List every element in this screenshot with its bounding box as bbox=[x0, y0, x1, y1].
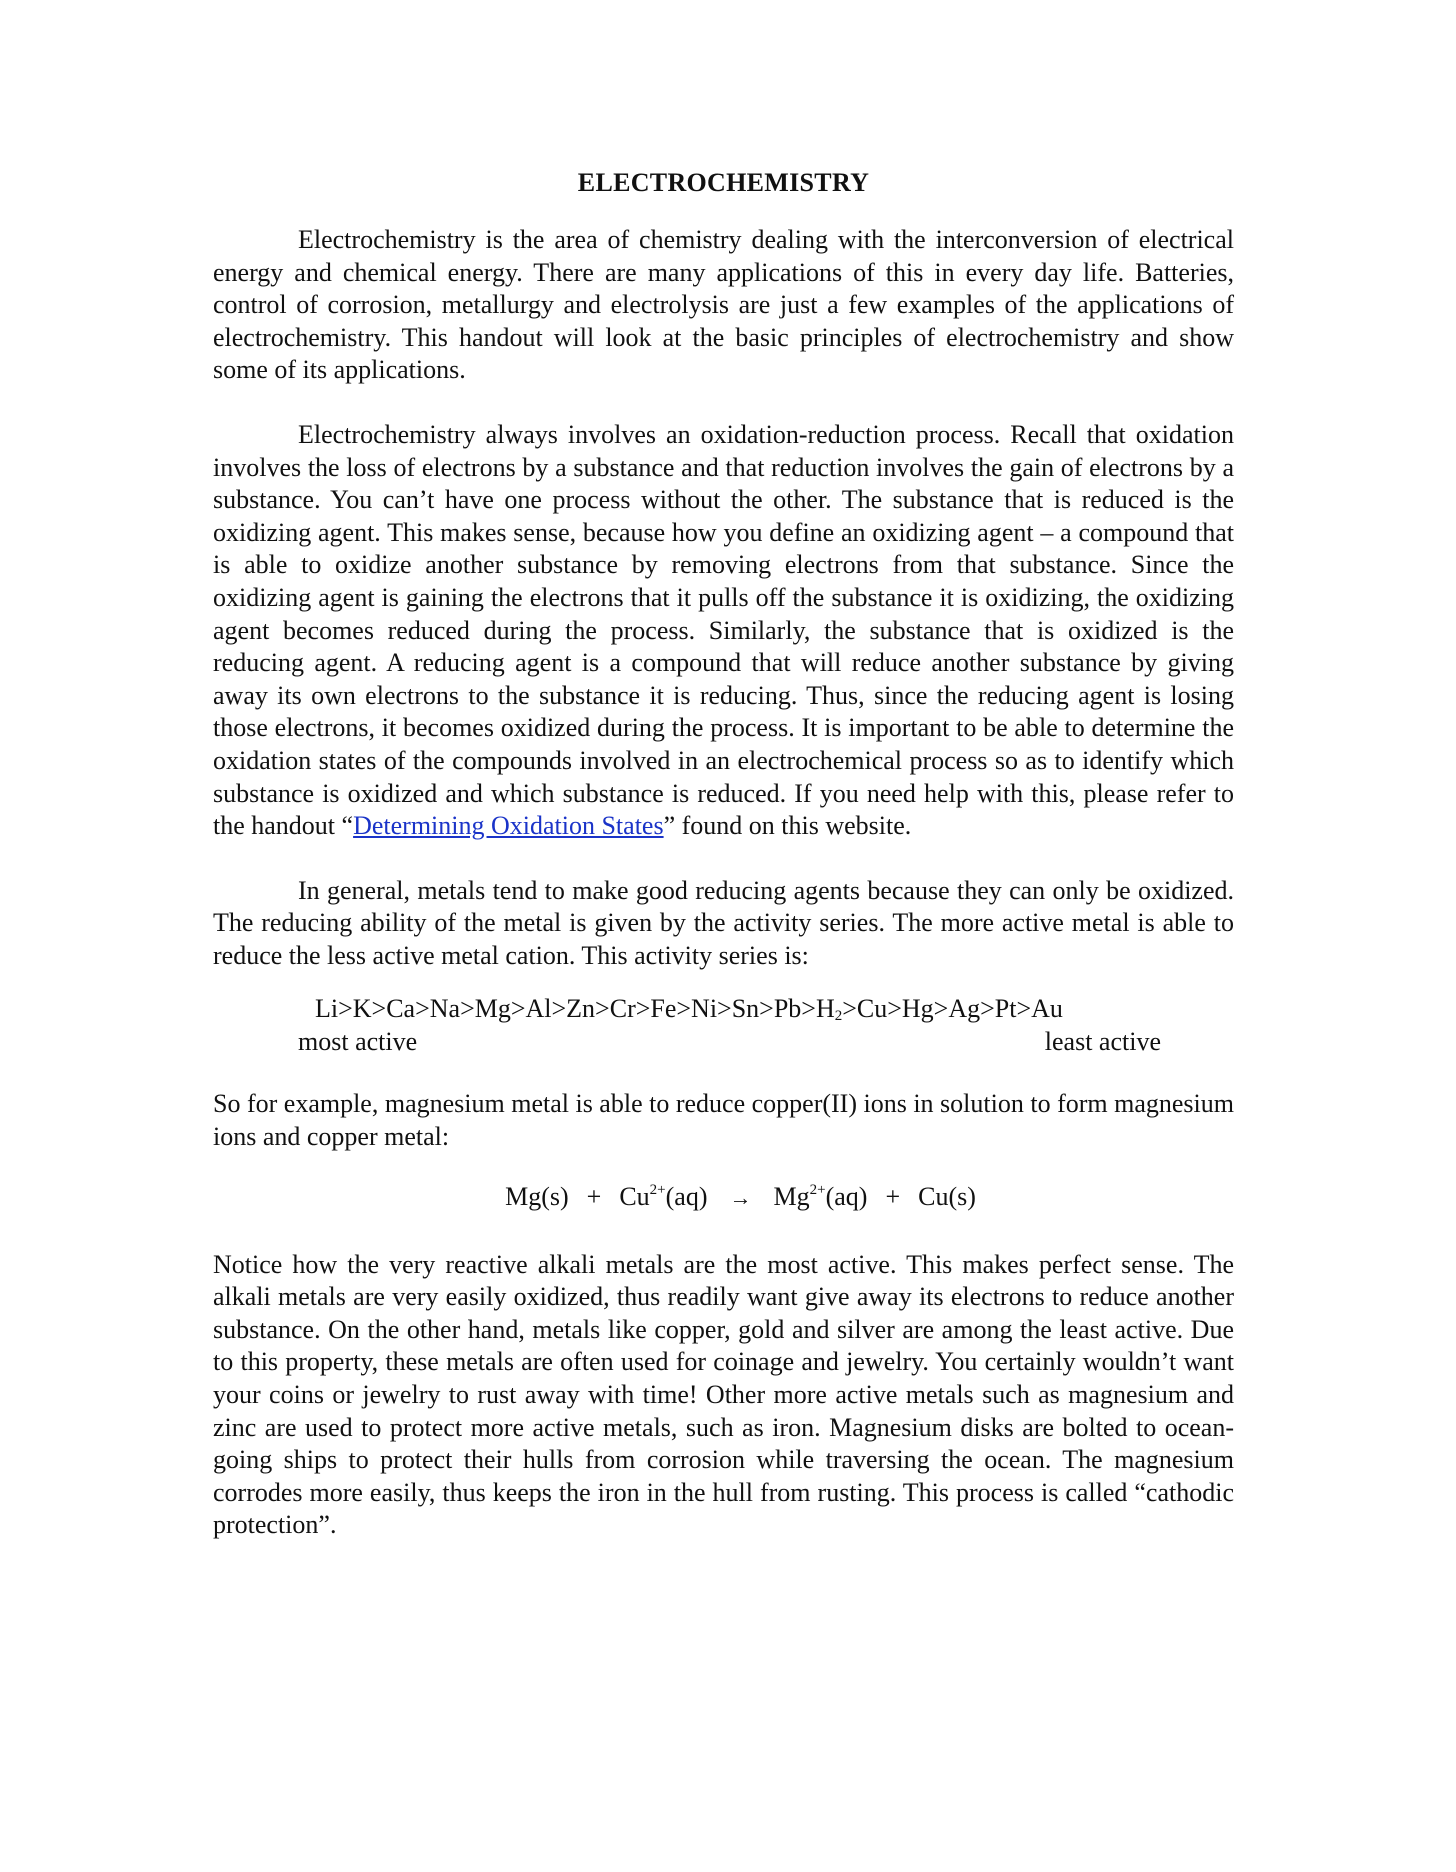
reactant-magnesium: Mg(s) bbox=[505, 1181, 569, 1211]
activity-series-metals: Li>K>Ca>Na>Mg>Al>Zn>Cr>Fe>Ni>Sn>Pb>H bbox=[315, 994, 835, 1024]
plus-sign: + bbox=[885, 1181, 901, 1211]
least-active-label: least active bbox=[1044, 1027, 1161, 1057]
product-magnesium-ion bbox=[774, 1180, 868, 1214]
alkali-metals-paragraph: Notice how the very reactive alkali metals are the most active. This makes perfect sense. The alkali metals are very easily oxidized, thus readily want give away its electrons to reduce another substance. On the other hand, metals like copper, gold and silver are among the least active. Due to this property, these metals are often used for coinage and jewelry. You certainly wouldn’t want your coins or jewelry to rust away with time! Other more active metals such as magnesium and zinc are used to protect more active metals, such as iron. Magnesium disks are bolted to ocean-going ships to protect their hulls from corrosion while traversing the ocean. The magnesium corrodes more easily, thus keeps the iron in the hull from rusting. This process is called “cathodic protection”. bbox=[213, 1249, 1234, 1540]
redox-paragraph bbox=[213, 419, 1234, 843]
activity-series-labels bbox=[213, 1025, 1161, 1058]
activity-series-metals-tail: >Cu>Hg>Ag>Pt>Au bbox=[842, 994, 1063, 1024]
activity-series bbox=[213, 992, 1234, 1058]
copper-symbol: Cu bbox=[619, 1181, 650, 1211]
reaction-equation bbox=[213, 1180, 1234, 1215]
most-active-label: most active bbox=[298, 1027, 418, 1057]
copper-charge: 2+ bbox=[649, 1181, 666, 1198]
redox-paragraph-text: Electrochemistry always involves an oxidation-reduction process. Recall that oxidation involves the loss of electrons by a substance and that reduction involves the gain of electrons by a substance. You can’t have one process without the other. The substance that is reduced is the oxidizing agent. This makes sense, because how you define an oxidizing agent – a compound that is able to oxidize another substance by removing electrons from that substance. Since the oxidizing agent is gaining the electrons that it pulls off the substance it is oxidizing, the oxidizing agent becomes reduced during the process. Similarly, the substance that is oxidized is the reducing agent. A reducing agent is a compound that will reduce another substance by giving away its own electrons to the substance it is reducing. Thus, since the reducing agent is losing those electrons, it becomes oxidized during the process. It is important to be able to determine the oxidation states of the compounds involved in an electrochemical process so as to identify which substance is oxidized and which substance is reduced. If you need help with this, please refer to the handout “ bbox=[213, 419, 1234, 841]
magnesium-symbol: Mg bbox=[773, 1181, 810, 1211]
page-title: ELECTROCHEMISTRY bbox=[577, 168, 870, 197]
intro-paragraph: Electrochemistry is the area of chemistry dealing with the interconversion of electrical energy and chemical energy. There are many applications of this in every day life. Batteries, control of corrosion, metallurgy and electrolysis are just a few examples of the applications of electrochemistry. This handout will look at the basic principles of electrochemistry and show some of its applications. bbox=[213, 225, 1234, 385]
hydrogen-subscript: 2 bbox=[834, 1008, 843, 1025]
reaction-arrow: → bbox=[729, 1184, 752, 1210]
document-page bbox=[213, 168, 1234, 1574]
activity-intro-paragraph: In general, metals tend to make good reducing agents because they can only be oxidized. The reducing ability of the metal is given by the activity series. The more active metal is able to reduce the less active metal cation. This activity series is: bbox=[213, 875, 1234, 970]
redox-paragraph-tail: ” found on this website. bbox=[663, 811, 912, 841]
product-copper: Cu(s) bbox=[918, 1181, 976, 1211]
copper-state: (aq) bbox=[665, 1181, 708, 1211]
reactant-copper-ion bbox=[619, 1180, 707, 1214]
activity-series-list bbox=[213, 992, 1234, 1025]
plus-sign: + bbox=[586, 1181, 602, 1211]
example-paragraph: So for example, magnesium metal is able to reduce copper(II) ions in solution to form magnesium ions and copper metal: bbox=[213, 1089, 1234, 1152]
magnesium-state: (aq) bbox=[825, 1181, 868, 1211]
determining-oxidation-states-link[interactable]: Determining Oxidation States bbox=[353, 811, 664, 841]
magnesium-charge: 2+ bbox=[809, 1181, 826, 1198]
